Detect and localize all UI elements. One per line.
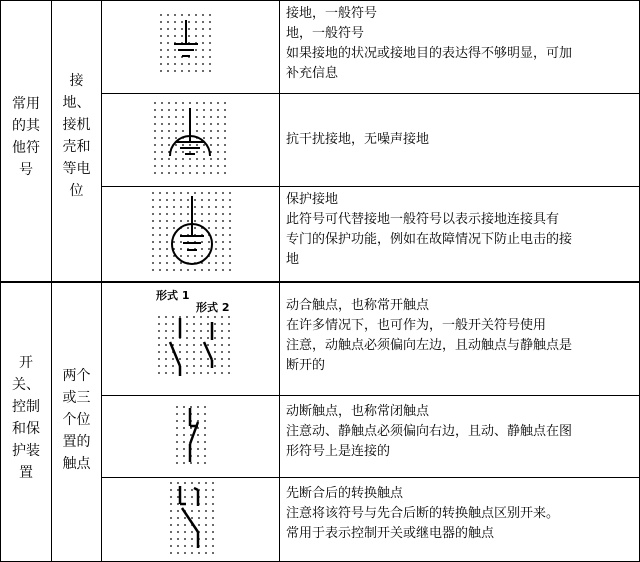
break-contact-icon <box>174 404 210 466</box>
description-line: 抗干扰接地，无噪声接地 <box>286 132 430 147</box>
category-line: 护装 <box>12 443 40 459</box>
description-line: 断开的 <box>286 358 326 373</box>
subcategory-two-three-position-contacts <box>52 365 101 475</box>
subcategory-grounding <box>52 70 101 202</box>
subcategory-line: 两个 <box>62 368 91 384</box>
description-line: 补充信息 <box>286 66 339 81</box>
category-line: 置 <box>19 465 33 481</box>
category-line: 号 <box>19 162 33 178</box>
category-line: 和保 <box>12 421 40 437</box>
subcategory-line: 接 <box>69 73 84 89</box>
description-line: 先断合后的转换触点 <box>286 486 404 501</box>
category-line: 关、 <box>12 377 40 393</box>
description-protective-ground <box>286 190 572 270</box>
row-line-1 <box>101 93 640 94</box>
description-line: 接地，一般符号 <box>286 6 378 21</box>
protective-ground-icon <box>150 190 234 276</box>
make-contact-icon <box>156 314 234 380</box>
description-line: 保护接地 <box>286 192 339 207</box>
ground-general-icon <box>158 12 214 78</box>
subcategory-line: 个位 <box>62 412 91 428</box>
description-line: 常用于表示控制开关或继电器的触点 <box>286 526 495 541</box>
description-line: 形符号上是连接的 <box>286 444 391 459</box>
description-line: 注意将该符号与先合后断的转换触点区别开来。 <box>286 506 560 521</box>
form-2-label: 形式 2 <box>196 301 230 314</box>
category-common-symbols <box>1 93 51 181</box>
description-line: 地 <box>286 252 300 267</box>
description-make-contact <box>286 296 572 376</box>
description-line: 如果接地的状况或接地目的表达得不够明显，可加 <box>286 46 573 61</box>
category-line: 的其 <box>12 118 40 134</box>
description-line: 地，一般符号 <box>286 26 365 41</box>
subcategory-line: 或三 <box>62 390 91 406</box>
noiseless-ground-icon <box>152 100 228 180</box>
description-line: 注意动、静触点必须偏向右边，且动、静触点在图 <box>286 424 573 439</box>
category-line: 常用 <box>12 96 40 112</box>
description-line: 动断触点，也称常闭触点 <box>286 404 430 419</box>
description-line: 专门的保护功能，例如在故障情况下防止电击的接 <box>286 232 573 247</box>
category-line: 开 <box>19 355 33 371</box>
description-ground-general <box>286 4 572 84</box>
row-line-2 <box>101 186 640 187</box>
category-line: 控制 <box>12 399 40 415</box>
description-changeover-contact <box>286 484 559 544</box>
category-switch-control-protection <box>1 352 51 484</box>
row-line-3 <box>101 395 640 396</box>
group-divider <box>0 281 640 283</box>
category-line: 他符 <box>12 140 40 156</box>
row-line-4 <box>101 477 640 478</box>
description-line: 此符号可代替接地一般符号以表示接地连接具有 <box>286 212 560 227</box>
subcategory-line: 触点 <box>62 456 91 472</box>
table-border-top <box>0 0 640 1</box>
changeover-contact-icon <box>168 480 216 556</box>
form-1-label: 形式 1 <box>156 289 190 302</box>
description-line: 注意，动触点必须偏向左边，且动触点与静触点是 <box>286 338 573 353</box>
description-line: 在许多情况下，也可作为，一般开关符号使用 <box>286 318 547 333</box>
subcategory-line: 地、 <box>62 95 91 111</box>
description-break-contact <box>286 402 572 462</box>
subcategory-line: 等电 <box>62 161 91 177</box>
description-noiseless-ground <box>286 130 429 150</box>
description-line: 动合触点，也称常开触点 <box>286 298 430 313</box>
subcategory-line: 位 <box>69 183 84 199</box>
subcategory-line: 接机 <box>62 117 91 133</box>
subcategory-line: 壳和 <box>62 139 91 155</box>
subcategory-line: 置的 <box>62 434 91 450</box>
